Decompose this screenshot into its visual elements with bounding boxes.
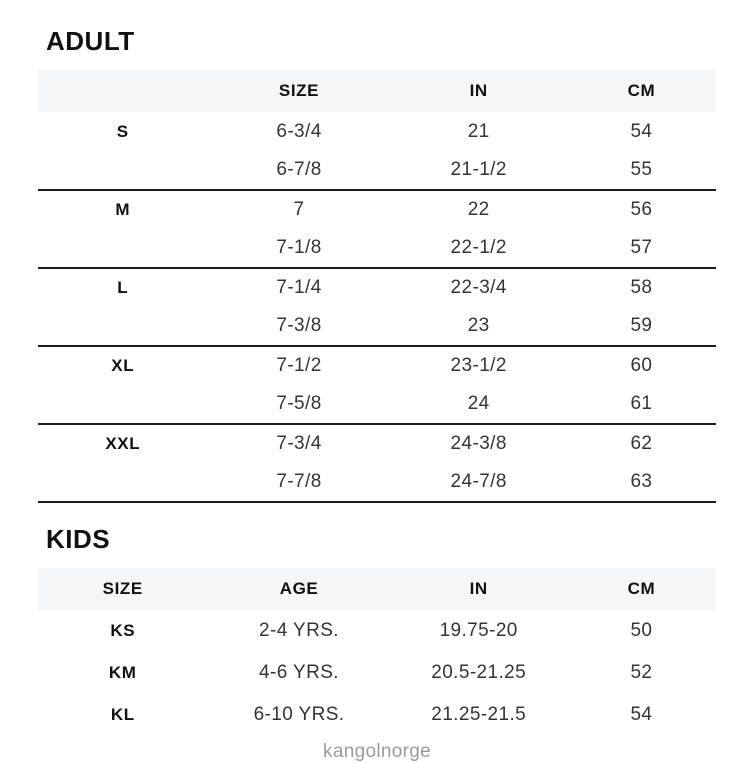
cm-cell: 54 xyxy=(630,704,653,725)
table-row xyxy=(38,463,716,502)
size-label-cell: M xyxy=(115,200,131,219)
age-cell: 6-10 YRS. xyxy=(253,704,345,725)
adult-section-title: ADULT xyxy=(46,26,135,56)
hat-size-cell: 7 xyxy=(293,199,305,220)
hat-size-cell: 7-3/8 xyxy=(208,307,391,346)
cm-cell: 54 xyxy=(630,120,653,142)
table-row xyxy=(38,694,716,736)
inches-cell: 23-1/2 xyxy=(450,355,507,376)
cm-cell: 62 xyxy=(630,433,653,454)
table-row xyxy=(38,190,716,229)
hat-size-cell: 6-3/4 xyxy=(276,120,322,142)
cm-cell: 50 xyxy=(630,620,653,641)
hat-size-cell: 7-1/2 xyxy=(276,355,322,376)
cm-cell: 57 xyxy=(567,229,716,268)
inches-cell: 22-1/2 xyxy=(391,229,567,268)
size-label-cell: S xyxy=(116,121,129,141)
size-label-cell: XXL xyxy=(105,434,141,453)
table-row xyxy=(38,151,716,190)
hat-size-cell: 6-7/8 xyxy=(208,151,391,190)
kids-size-table xyxy=(38,568,716,736)
adult-header-row xyxy=(38,70,716,112)
inches-cell: 22 xyxy=(467,199,490,220)
cm-cell: 56 xyxy=(630,199,653,220)
kids-header-row xyxy=(38,568,716,610)
table-row xyxy=(38,112,716,151)
kids-section-title: KIDS xyxy=(46,524,111,554)
size-label-cell: XL xyxy=(111,356,135,375)
size-label-cell xyxy=(38,463,208,502)
age-cell: 4-6 YRS. xyxy=(259,662,339,683)
table-row xyxy=(38,229,716,268)
brand-watermark: kangolnorge xyxy=(323,741,431,762)
size-label-cell xyxy=(38,385,208,424)
cm-cell: 60 xyxy=(630,355,653,376)
inches-cell: 24 xyxy=(391,385,567,424)
hat-size-cell: 7-3/4 xyxy=(276,433,322,454)
table-row xyxy=(38,307,716,346)
table-row xyxy=(38,652,716,694)
hat-size-cell: 7-7/8 xyxy=(208,463,391,502)
inches-cell: 22-3/4 xyxy=(450,277,507,298)
inches-cell: 21 xyxy=(467,120,490,142)
inches-cell: 24-7/8 xyxy=(391,463,567,502)
kids-col-cm: CM xyxy=(567,568,716,610)
table-row xyxy=(38,346,716,385)
size-label-cell: KS xyxy=(110,621,136,640)
kids-col-age: AGE xyxy=(208,568,391,610)
table-row xyxy=(38,424,716,463)
inches-cell: 24-3/8 xyxy=(450,433,507,454)
age-cell: 2-4 YRS. xyxy=(259,620,339,641)
size-label-cell: L xyxy=(117,278,129,297)
table-row xyxy=(38,385,716,424)
inches-cell: 19.75-20 xyxy=(439,620,518,641)
kids-col-size: SIZE xyxy=(38,568,208,610)
size-label-cell xyxy=(38,307,208,346)
adult-col-cm: CM xyxy=(567,70,716,112)
cm-cell: 52 xyxy=(630,662,653,683)
inches-cell: 23 xyxy=(391,307,567,346)
inches-cell: 21.25-21.5 xyxy=(431,704,527,725)
cm-cell: 58 xyxy=(630,277,653,298)
cm-cell: 55 xyxy=(567,151,716,190)
inches-cell: 21-1/2 xyxy=(391,151,567,190)
table-row xyxy=(38,268,716,307)
size-label-cell: KL xyxy=(110,705,135,724)
cm-cell: 61 xyxy=(567,385,716,424)
hat-size-cell: 7-1/4 xyxy=(276,277,322,298)
adult-col-blank xyxy=(38,70,208,112)
size-label-cell xyxy=(38,151,208,190)
hat-size-cell: 7-5/8 xyxy=(208,385,391,424)
kids-col-in: IN xyxy=(391,568,567,610)
hat-size-cell: 7-1/8 xyxy=(208,229,391,268)
adult-col-size: SIZE xyxy=(208,70,391,112)
table-row xyxy=(38,610,716,652)
adult-col-in: IN xyxy=(391,70,567,112)
size-label-cell xyxy=(38,229,208,268)
cm-cell: 63 xyxy=(567,463,716,502)
size-label-cell: KM xyxy=(108,663,137,682)
inches-cell: 20.5-21.25 xyxy=(431,662,527,683)
adult-size-table xyxy=(38,70,716,503)
cm-cell: 59 xyxy=(567,307,716,346)
